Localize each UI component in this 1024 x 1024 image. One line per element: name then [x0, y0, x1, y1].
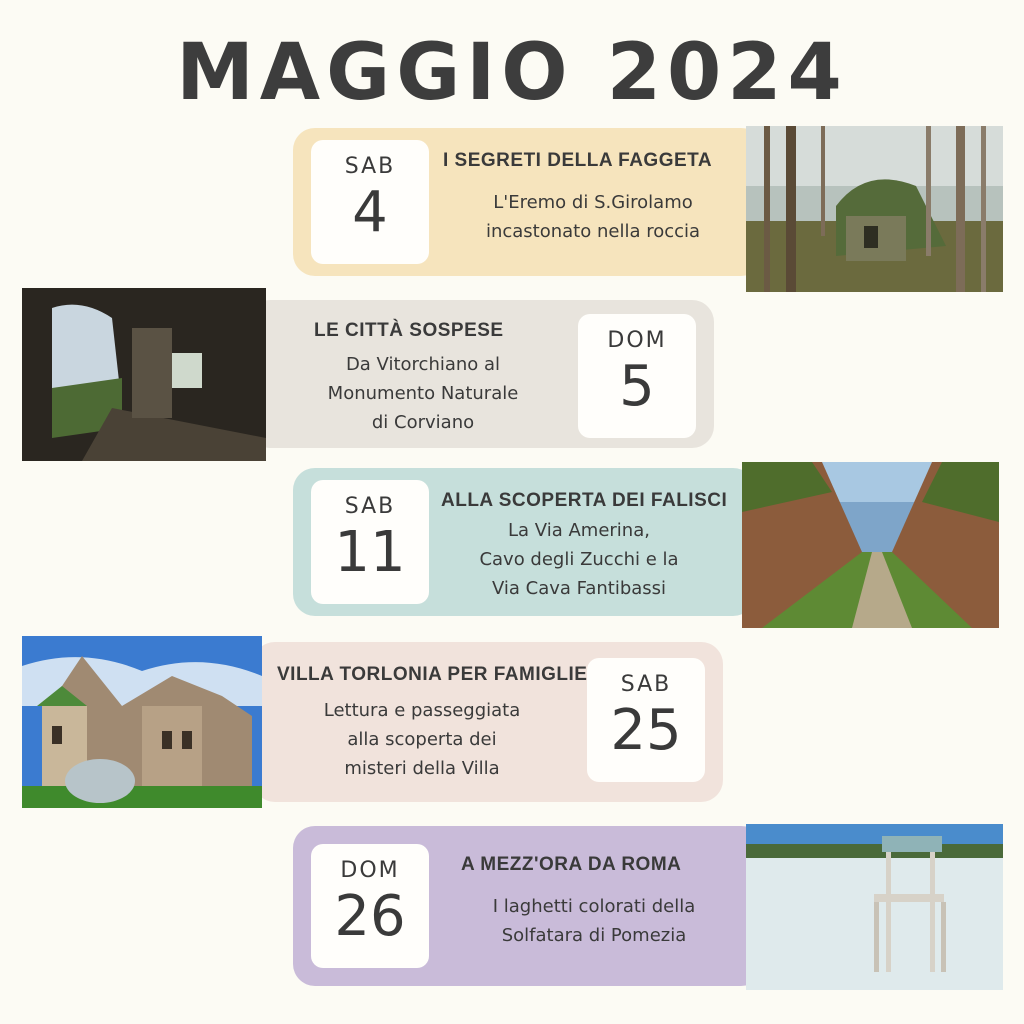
date-box [311, 844, 429, 968]
event-card-2[interactable] [248, 300, 714, 448]
description-line: alla scoperta dei [347, 729, 497, 750]
event-title: VILLA TORLONIA PER FAMIGLIE [277, 664, 588, 685]
white-lake-chair-photo [746, 824, 1003, 990]
description-line: Da Vitorchiano al [345, 354, 501, 375]
event-card-4[interactable] [253, 642, 723, 802]
description-line: La Via Amerina, [508, 520, 650, 541]
event-description [449, 892, 739, 950]
event-card-3[interactable] [293, 468, 755, 616]
event-card-1[interactable] [293, 128, 763, 276]
event-card-5[interactable] [293, 826, 763, 986]
description-line: L'Eremo di S.Girolamo [493, 192, 693, 213]
event-title: ALLA SCOPERTA DEI FALISCI [441, 490, 728, 511]
event-title: LE CITTÀ SOSPESE [314, 320, 504, 341]
event-description [443, 188, 743, 246]
description-line: Via Cava Fantibassi [491, 578, 667, 599]
day-number: 5 [619, 354, 655, 419]
event-title: A MEZZ'ORA DA ROMA [461, 854, 682, 875]
description-line: Monumento Naturale [327, 383, 519, 404]
cave-tunnel-photo [22, 288, 266, 461]
date-box [587, 658, 705, 782]
description-line: Solfatara di Pomezia [501, 925, 687, 946]
event-description [439, 516, 719, 603]
day-number: 11 [334, 520, 406, 585]
weekday-label: DOM [607, 328, 667, 353]
description-line: incastonato nella roccia [485, 221, 701, 242]
weekday-label: DOM [340, 858, 400, 883]
weekday-label: SAB [344, 494, 396, 519]
description-line: Lettura e passeggiata [323, 700, 521, 721]
weekday-label: SAB [344, 154, 396, 179]
date-box [578, 314, 696, 438]
day-number: 4 [352, 180, 388, 245]
description-line: di Corviano [371, 412, 475, 433]
description-line: Cavo degli Zucchi e la [479, 549, 679, 570]
sunken-road-photo [742, 462, 999, 628]
day-number: 26 [334, 884, 406, 949]
event-title: I SEGRETI DELLA FAGGETA [443, 150, 713, 171]
date-box [311, 140, 429, 264]
day-number: 25 [610, 698, 682, 763]
event-description [278, 350, 568, 437]
weekday-label: SAB [620, 672, 672, 697]
villa-photo [22, 636, 262, 808]
description-line: misteri della Villa [344, 758, 500, 779]
description-line: I laghetti colorati della [492, 896, 696, 917]
page-title: MAGGIO 2024 [176, 28, 848, 118]
event-description [277, 696, 567, 783]
date-box [311, 480, 429, 604]
forest-ruin-photo [746, 126, 1003, 292]
